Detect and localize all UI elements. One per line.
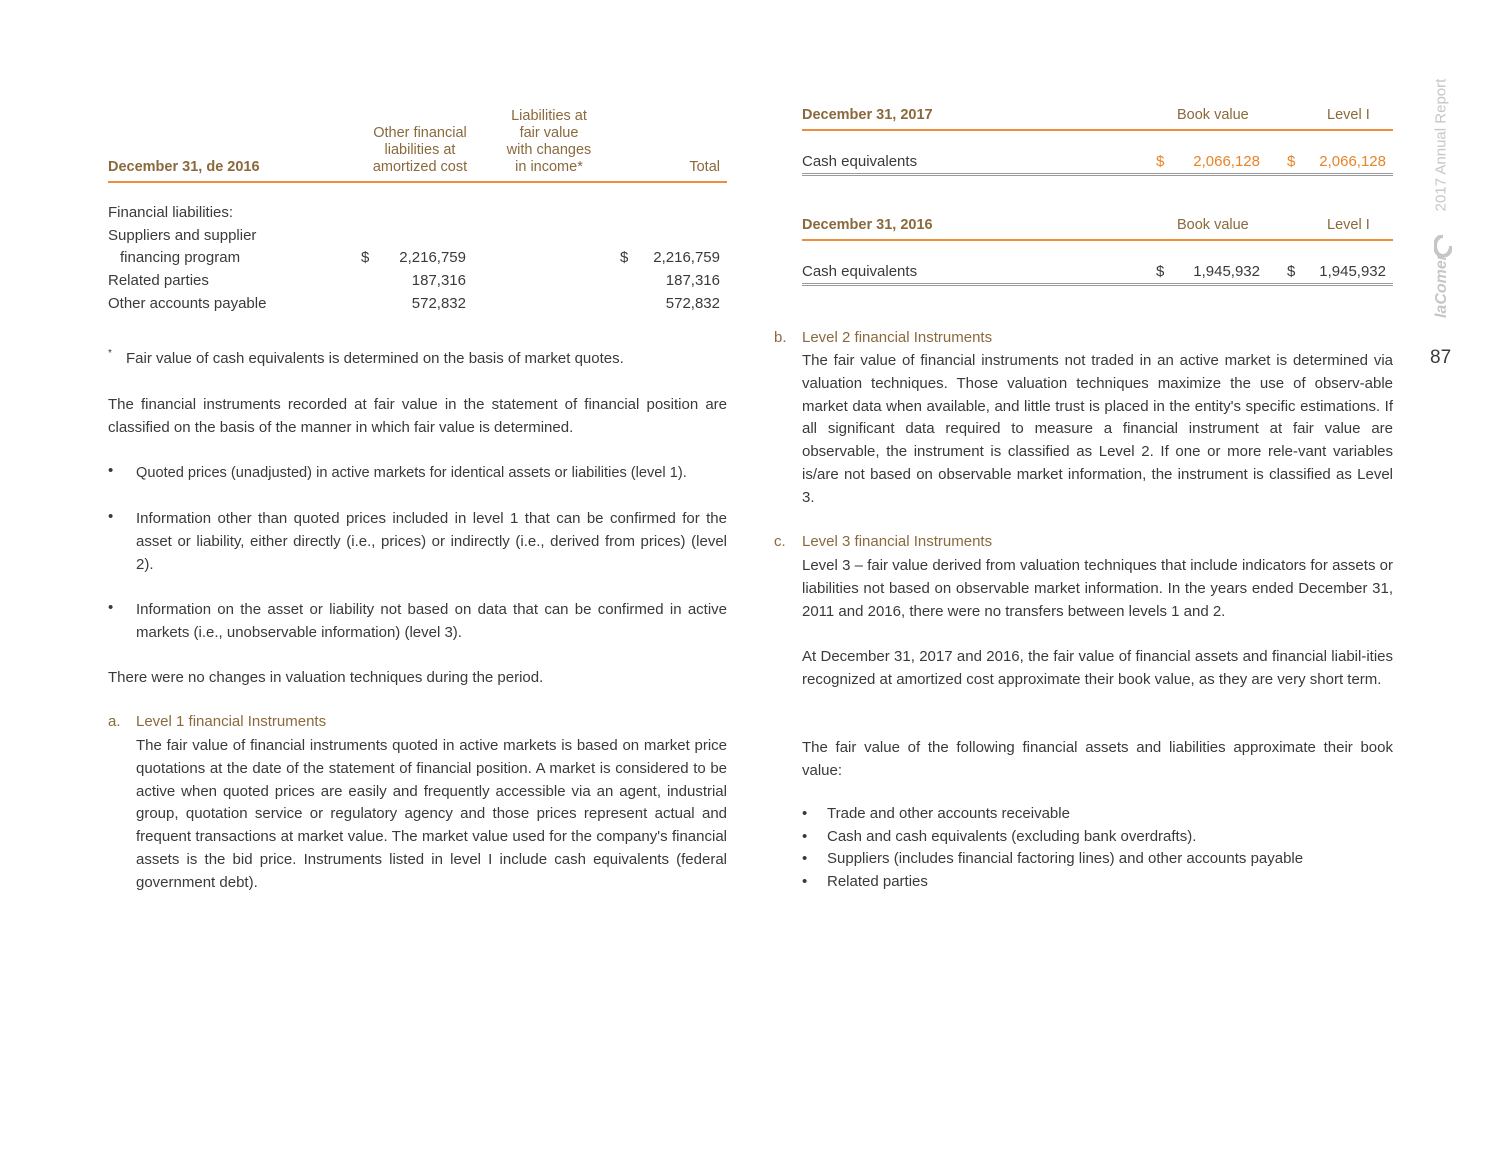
left-paragraph-1: The financial instruments recorded at fair value in the statement of financial position are classified on the basis of the manner in which fair value is determined. [108, 396, 727, 436]
section-a-letter: a. [108, 713, 121, 730]
right-table-2017-book: 2,066,128 [1193, 153, 1260, 170]
section-b-letter: b. [774, 329, 787, 346]
right-table-2016 [802, 214, 1393, 290]
col2-line1: Liabilities at [511, 108, 587, 124]
right-table-2016-cur2: $ [1287, 263, 1296, 280]
right-table-2017-level: 2,066,128 [1319, 153, 1386, 170]
row-suppliers-total: 2,216,759 [653, 249, 720, 266]
section-label: Financial liabilities: [108, 204, 234, 221]
row-related-value: 187,316 [411, 272, 466, 289]
bullet-3: Information on the asset or liability not based on data that can be confirmed in active markets (i.e., unobservable information) (level 3). [136, 601, 727, 641]
row-suppliers-label1: Suppliers and supplier [108, 227, 257, 244]
left-paragraph-2: There were no changes in valuation techniques during the period. [108, 669, 544, 686]
right-table-2016-col-book: Book value [1177, 217, 1249, 233]
left-table [108, 106, 727, 316]
right-table-2016-date: December 31, 2016 [802, 217, 933, 233]
right-table-2017-double-rule [802, 173, 1393, 176]
right-table-2017-date: December 31, 2017 [802, 107, 933, 123]
footnote-mark: * [108, 348, 112, 359]
section-a-title: Level 1 financial Instruments [136, 713, 327, 730]
right-bullet-4: Related parties [827, 873, 928, 890]
section-b-text: The fair value of financial instruments not traded in an active market is determined via valuation techniques. Those valuation techniques maximize the use of observ-able market data when available, and little trust is placed in the entity's specific estimations. If all significant data required to measure a financial instrument at fair value are observable, the instrument is classified as Level 2. If one or more rele-vant variables is/are not based on observable market information, the instrument is classified as Level 3. [802, 352, 1393, 506]
right-table-2016-level: 1,945,932 [1319, 263, 1386, 280]
col-header-fair-value [484, 108, 614, 176]
row-other-label: Other accounts payable [108, 295, 267, 312]
bullet-1: Quoted prices (unadjusted) in active markets for identical assets or liabilities (level 1). [136, 465, 687, 481]
right-table-2017-label: Cash equivalents [802, 153, 918, 170]
right-paragraph-4: The fair value of the following financial assets and liabilities approximate their book value: [802, 739, 1393, 779]
section-c-letter: c. [774, 533, 786, 550]
right-table-2016-double-rule [802, 283, 1393, 286]
left-table-date: December 31, de 2016 [108, 159, 260, 175]
page-number: 87 [1430, 347, 1452, 368]
row-suppliers-total-currency: $ [620, 249, 629, 266]
right-bullet-dot-4: • [802, 873, 808, 890]
row-suppliers-label2: financing program [120, 249, 241, 266]
right-bullet-dot-1: • [802, 805, 808, 822]
row-other-total: 572,832 [665, 295, 720, 312]
right-bullet-3: Suppliers (includes financial factoring lines) and other accounts payable [827, 850, 1304, 867]
section-a-text: The fair value of financial instruments quoted in active markets is based on market price quotations at the date of the statement of financial position. A market is considered to be active when quoted prices are easily and frequently accessible via an agent, industrial group, quotation service or regulatory agency and those prices represent actual and frequent transactions at market value. The market value used for the company's financial assets is the bid price. Instruments listed in level I include cash equivalents (federal government debt). [136, 737, 727, 891]
right-bullet-2: Cash and cash equivalents (excluding bank overdrafts). [827, 828, 1197, 845]
row-related-total: 187,316 [665, 272, 720, 289]
right-table-2017-col-book: Book value [1177, 107, 1249, 123]
right-bullet-1: Trade and other accounts receivable [827, 805, 1070, 822]
left-table-rule [108, 181, 727, 183]
right-bullet-dot-3: • [802, 850, 808, 867]
col2-line4: in income* [515, 159, 583, 175]
lacomer-logo-text: laComer [1433, 253, 1450, 319]
right-table-2016-label: Cash equivalents [802, 263, 918, 280]
right-table-2017-cur2: $ [1287, 153, 1296, 170]
lacomer-logo-icon [1434, 235, 1452, 257]
right-table-2016-col-level: Level I [1327, 217, 1370, 233]
col1-line1: Other financial [373, 125, 467, 141]
col2-line3: with changes [506, 142, 592, 158]
annual-report-label: 2017 Annual Report [1432, 78, 1450, 212]
right-table-2016-book: 1,945,932 [1193, 263, 1260, 280]
bullet-dot-1: • [108, 462, 114, 479]
col1-line3: amortized cost [372, 159, 468, 175]
right-table-2016-cur1: $ [1156, 263, 1165, 280]
bullet-dot-2: • [108, 508, 114, 525]
footnote-text: Fair value of cash equivalents is determined on the basis of market quotes. [126, 350, 624, 367]
col-header-total: Total [689, 159, 720, 175]
section-c-text: Level 3 – fair value derived from valuation techniques that include indicators for assets or liabilities not based on observable market information. In the years ended December 31, 2011 and 2016, there were no transfers between levels 1 and 2. [802, 557, 1393, 620]
section-c-title: Level 3 financial Instruments [802, 533, 993, 550]
section-b-title: Level 2 financial Instruments [802, 329, 993, 346]
right-table-2017 [802, 104, 1393, 180]
col1-line2: liabilities at [384, 142, 456, 158]
right-table-2017-rule [802, 129, 1393, 131]
bullet-dot-3: • [108, 599, 114, 616]
col-header-amortized-cost [348, 125, 492, 176]
right-table-2017-cur1: $ [1156, 153, 1165, 170]
right-table-2016-rule [802, 239, 1393, 241]
bullet-2: Information other than quoted prices included in level 1 that can be confirmed for the asset or liability, either directly (i.e., prices) or indirectly (i.e., derived from prices) (level 2). [136, 510, 727, 573]
row-related-label: Related parties [108, 272, 209, 289]
row-other-value: 572,832 [411, 295, 466, 312]
right-paragraph-3: At December 31, 2017 and 2016, the fair value of financial assets and financial liabil-ities recognized at amortized cost approximate their book value, as they are very short term. [802, 648, 1393, 688]
row-suppliers-value: 2,216,759 [399, 249, 466, 266]
right-table-2017-col-level: Level I [1327, 107, 1370, 123]
right-bullet-dot-2: • [802, 828, 808, 845]
row-suppliers-currency: $ [361, 249, 370, 266]
col2-line2: fair value [519, 125, 579, 141]
